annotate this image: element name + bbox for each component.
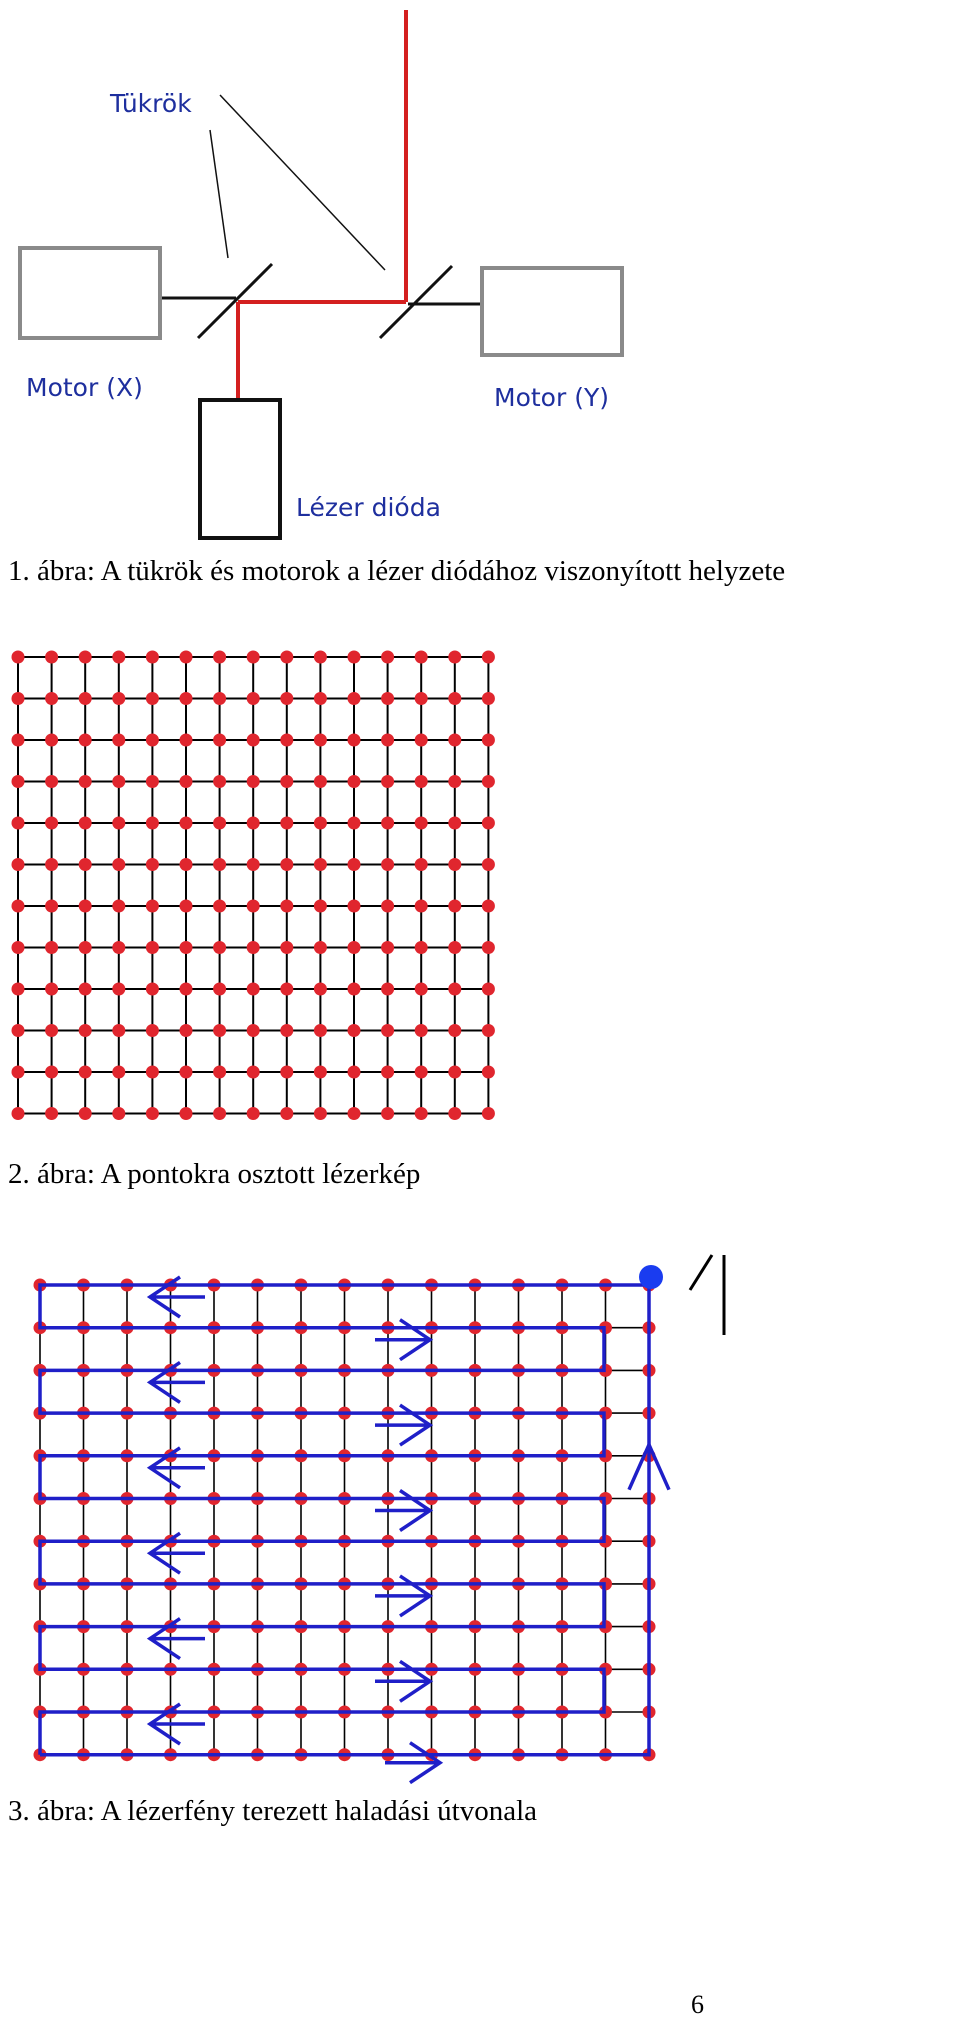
grid-dot (45, 941, 58, 954)
grid-dot (280, 900, 293, 913)
grid-dot (213, 1066, 226, 1079)
grid-dot (247, 692, 260, 705)
grid-dot (12, 1024, 25, 1037)
grid-dot (213, 775, 226, 788)
grid-dot (482, 1024, 495, 1037)
grid-dot (448, 858, 461, 871)
grid-dot (213, 651, 226, 664)
grid-dot (415, 817, 428, 830)
figure-3-caption: 3. ábra: A lézerfény terezett haladási útvonala (8, 1795, 537, 1827)
laser-start-point (639, 1265, 663, 1289)
path-arrow-left (150, 1533, 205, 1573)
grid-dot (112, 1107, 125, 1120)
grid-dot (12, 858, 25, 871)
grid-dot (247, 1066, 260, 1079)
grid-dot (79, 941, 92, 954)
mirror-pointer-line-2 (220, 95, 385, 270)
grid-dot (448, 692, 461, 705)
grid-dot (381, 941, 394, 954)
grid-dot (482, 1107, 495, 1120)
grid-dot (79, 1024, 92, 1037)
grid-dot (45, 1066, 58, 1079)
grid-dot (45, 1024, 58, 1037)
grid-dot (381, 1107, 394, 1120)
grid-dot (348, 692, 361, 705)
path-arrow-left (150, 1619, 205, 1659)
mirror-pointer-line-1 (210, 130, 228, 258)
grid-dot (381, 900, 394, 913)
grid-dot (45, 1107, 58, 1120)
grid-dot (12, 775, 25, 788)
grid-dot (448, 775, 461, 788)
grid-dot (146, 1066, 159, 1079)
grid-dot (180, 900, 193, 913)
figure-1-caption: 1. ábra: A tükrök és motorok a lézer diódához viszonyított helyzete (8, 555, 786, 587)
grid-dot (180, 817, 193, 830)
grid-dot (314, 817, 327, 830)
grid-dot (482, 900, 495, 913)
grid-dot (79, 1107, 92, 1120)
laser-diode-box (200, 400, 280, 538)
grid-dot (415, 941, 428, 954)
grid-dot (448, 1066, 461, 1079)
grid-dot (381, 692, 394, 705)
grid-dot (79, 900, 92, 913)
grid-dot (146, 1107, 159, 1120)
grid-dot (180, 734, 193, 747)
grid-dot (146, 734, 159, 747)
motor-x-box (20, 248, 160, 338)
grid-dot (180, 941, 193, 954)
grid-dot (247, 900, 260, 913)
path-arrow-left (150, 1448, 205, 1488)
grid-dot (247, 1107, 260, 1120)
grid-dot (12, 817, 25, 830)
grid-dot (348, 651, 361, 664)
grid-dot (45, 983, 58, 996)
grid-dot (112, 775, 125, 788)
grid-dot (415, 858, 428, 871)
grid-dot (314, 692, 327, 705)
grid-dot (381, 651, 394, 664)
grid-dot (415, 1024, 428, 1037)
grid-dot (348, 734, 361, 747)
label-motor-y: Motor (Y) (494, 383, 609, 412)
grid-dot (381, 1066, 394, 1079)
grid-dot (146, 651, 159, 664)
grid-dot (112, 900, 125, 913)
figure-2-dot-grid (0, 640, 960, 1140)
grid-dot (348, 941, 361, 954)
grid-dot (213, 900, 226, 913)
grid-dot (348, 775, 361, 788)
grid-dot (180, 692, 193, 705)
grid-dot (112, 1024, 125, 1037)
grid-dot (45, 900, 58, 913)
grid-dot (314, 941, 327, 954)
grid-dot (381, 983, 394, 996)
grid-dot (247, 734, 260, 747)
grid-dot (45, 651, 58, 664)
grid-dot (280, 858, 293, 871)
grid-dot (482, 734, 495, 747)
motor-y-box (482, 268, 622, 355)
grid-dot (415, 692, 428, 705)
grid-dot (482, 983, 495, 996)
grid-dot (112, 817, 125, 830)
grid-dot (79, 858, 92, 871)
grid-dot (146, 775, 159, 788)
grid-dot (112, 651, 125, 664)
grid-dot (314, 1107, 327, 1120)
grid-dot (415, 651, 428, 664)
grid-dot (280, 1024, 293, 1037)
grid-dot (12, 692, 25, 705)
grid-dot (112, 692, 125, 705)
grid-dot (45, 858, 58, 871)
grid-dot (381, 817, 394, 830)
grid-dot (180, 1024, 193, 1037)
grid-dot (415, 983, 428, 996)
path-arrow-left (150, 1362, 205, 1402)
grid-dot (146, 941, 159, 954)
grid-dot (381, 775, 394, 788)
grid-dot (12, 734, 25, 747)
grid-dot (280, 817, 293, 830)
grid-dot (314, 734, 327, 747)
grid-dot (448, 1024, 461, 1037)
grid-dot (280, 941, 293, 954)
grid-dot (482, 651, 495, 664)
grid-dot (12, 941, 25, 954)
grid-dot (45, 775, 58, 788)
grid-dot (381, 1024, 394, 1037)
grid-dot (45, 734, 58, 747)
path-arrow-left (150, 1704, 205, 1744)
grid-dot (247, 1024, 260, 1037)
grid-dot (247, 858, 260, 871)
grid-dot (381, 858, 394, 871)
grid-dot (415, 775, 428, 788)
grid-dot (314, 983, 327, 996)
grid-dot (213, 858, 226, 871)
grid-dot (314, 775, 327, 788)
grid-dot (112, 983, 125, 996)
label-mirrors: Tükrök (110, 89, 192, 118)
grid-dot (415, 1066, 428, 1079)
grid-dot (12, 1066, 25, 1079)
grid-dot (112, 858, 125, 871)
grid-dot (146, 900, 159, 913)
grid-dot (79, 651, 92, 664)
grid-dot (314, 651, 327, 664)
grid-dot (213, 1024, 226, 1037)
grid-dot (247, 651, 260, 664)
grid-dot (280, 1066, 293, 1079)
grid-dot (348, 817, 361, 830)
figure-2-caption: 2. ábra: A pontokra osztott lézerkép (8, 1158, 421, 1190)
grid-dot (280, 651, 293, 664)
label-motor-x: Motor (X) (26, 373, 143, 402)
grid-dot (180, 775, 193, 788)
grid-dot (213, 734, 226, 747)
grid-dot (79, 692, 92, 705)
grid-dot (314, 858, 327, 871)
grid-dot (112, 734, 125, 747)
grid-dot (448, 983, 461, 996)
grid-dot (146, 1024, 159, 1037)
grid-dot (247, 817, 260, 830)
grid-dot (213, 692, 226, 705)
grid-dot (180, 1066, 193, 1079)
grid-dot (448, 900, 461, 913)
grid-dot (146, 983, 159, 996)
grid-dot (112, 1066, 125, 1079)
page-number: 6 (691, 1990, 704, 2019)
grid-dot (415, 1107, 428, 1120)
grid-dot (12, 900, 25, 913)
grid-dot (180, 983, 193, 996)
grid-dot (247, 983, 260, 996)
grid-dot (415, 900, 428, 913)
grid-dot (280, 734, 293, 747)
grid-dot (448, 1107, 461, 1120)
grid-dot (314, 1066, 327, 1079)
grid-dot (348, 858, 361, 871)
path-arrow-left (150, 1277, 205, 1317)
grid-dot (448, 817, 461, 830)
grid-dot (213, 817, 226, 830)
grid-dot (448, 941, 461, 954)
grid-dot (12, 651, 25, 664)
figure-1-diagram (0, 0, 960, 540)
grid-dot (348, 1024, 361, 1037)
grid-dot (381, 734, 394, 747)
grid-dot (280, 1107, 293, 1120)
label-laser-diode: Lézer dióda (296, 493, 441, 522)
grid-dot (146, 692, 159, 705)
grid-dot (79, 734, 92, 747)
grid-dot (79, 1066, 92, 1079)
grid-dot (180, 1107, 193, 1120)
grid-dot (448, 734, 461, 747)
grid-dot (280, 983, 293, 996)
grid-dot (45, 817, 58, 830)
grid-dot (348, 1107, 361, 1120)
grid-dot (482, 941, 495, 954)
grid-dot (79, 983, 92, 996)
grid-dot (314, 900, 327, 913)
grid-dot (482, 817, 495, 830)
grid-dot (146, 858, 159, 871)
grid-dot (79, 817, 92, 830)
grid-dot (482, 775, 495, 788)
grid-dot (482, 858, 495, 871)
grid-dot (448, 651, 461, 664)
grid-dot (12, 983, 25, 996)
grid-dot (415, 734, 428, 747)
figure-3-scan-path (0, 1230, 960, 1790)
grid-dot (247, 941, 260, 954)
grid-dot (180, 858, 193, 871)
grid-dot (146, 817, 159, 830)
grid-dot (280, 775, 293, 788)
grid-dot (280, 692, 293, 705)
grid-dot (213, 1107, 226, 1120)
grid-dot (482, 1066, 495, 1079)
grid-dot (112, 941, 125, 954)
grid-dot (247, 775, 260, 788)
grid-dot (348, 1066, 361, 1079)
grid-dot (12, 1107, 25, 1120)
grid-dot (213, 941, 226, 954)
grid-dot (348, 983, 361, 996)
grid-dot (348, 900, 361, 913)
grid-dot (314, 1024, 327, 1037)
grid-dot (45, 692, 58, 705)
mirror-symbol-diagonal (690, 1255, 712, 1290)
grid-dot (79, 775, 92, 788)
grid-dot (482, 692, 495, 705)
grid-dot (180, 651, 193, 664)
grid-dot (213, 983, 226, 996)
